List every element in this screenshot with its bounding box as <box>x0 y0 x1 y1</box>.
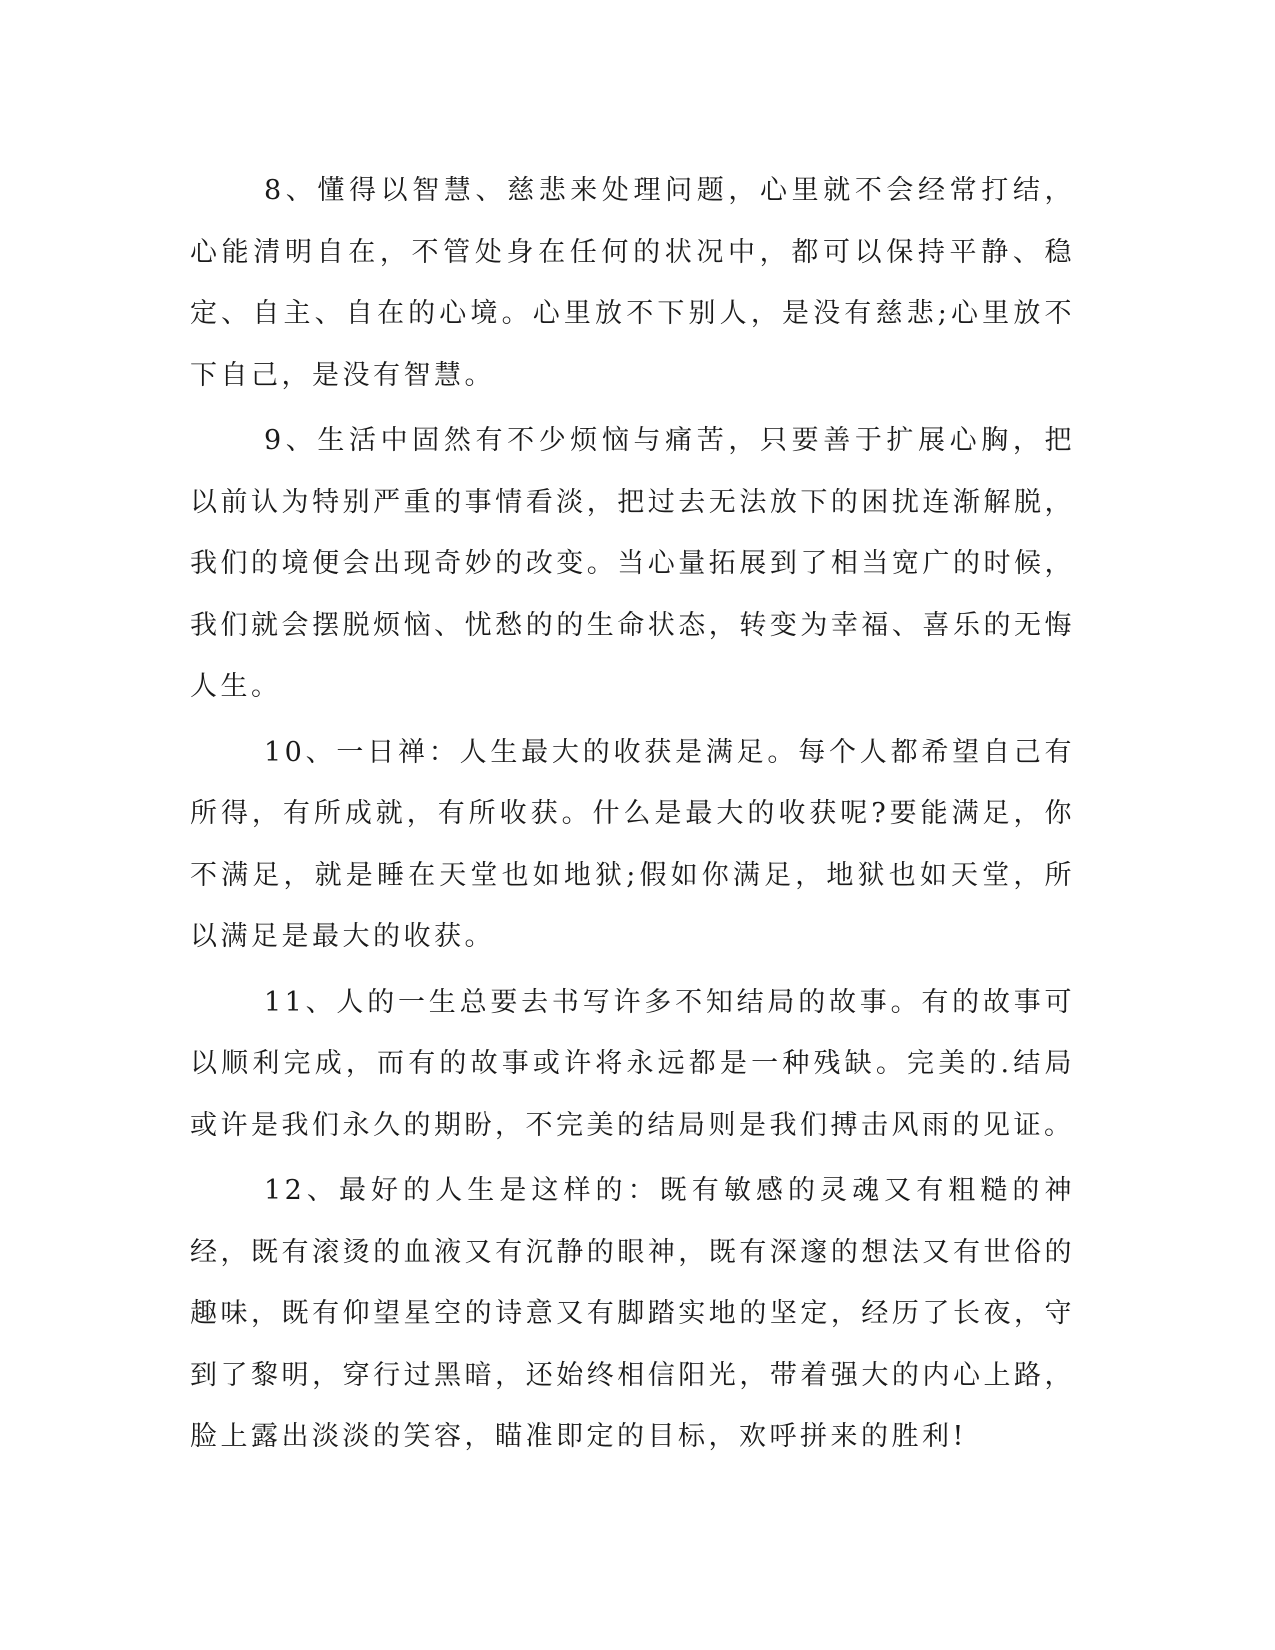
document-body <box>190 160 1075 1472</box>
paragraph-11: 11、人的一生总要去书写许多不知结局的故事。有的故事可以顺利完成，而有的故事或许将永远都是一种残缺。完美的.结局或许是我们永久的期盼，不完美的结局则是我们搏击风雨的见证。 <box>190 986 1075 1141</box>
paragraph-8: 8、懂得以智慧、慈悲来处理问题，心里就不会经常打结，心能清明自在，不管处身在任何的状况中，都可以保持平静、稳定、自主、自在的心境。心里放不下别人，是没有慈悲;心里放不下自己，是没有智慧。 <box>190 175 1075 391</box>
paragraph-12: 12、最好的人生是这样的：既有敏感的灵魂又有粗糙的神经，既有滚烫的血液又有沉静的眼神，既有深邃的想法又有世俗的趣味，既有仰望星空的诗意又有脚踏实地的坚定，经历了长夜，守到了黎明，穿行过黑暗，还始终相信阳光，带着强大的内心上路，脸上露出淡淡的笑容，瞄准即定的目标，欢呼拼来的胜利! <box>190 1175 1075 1452</box>
paragraph-10: 10、一日禅：人生最大的收获是满足。每个人都希望自己有所得，有所成就，有所收获。什么是最大的收获呢?要能满足，你不满足，就是睡在天堂也如地狱;假如你满足，地狱也如天堂，所以满足是最大的收获。 <box>190 736 1075 952</box>
paragraph-9: 9、生活中固然有不少烦恼与痛苦，只要善于扩展心胸，把以前认为特别严重的事情看淡，把过去无法放下的困扰连渐解脱，我们的境便会出现奇妙的改变。当心量拓展到了相当宽广的时候，我们就会摆脱烦恼、忧愁的的生命状态，转变为幸福、喜乐的无悔人生。 <box>190 425 1075 702</box>
